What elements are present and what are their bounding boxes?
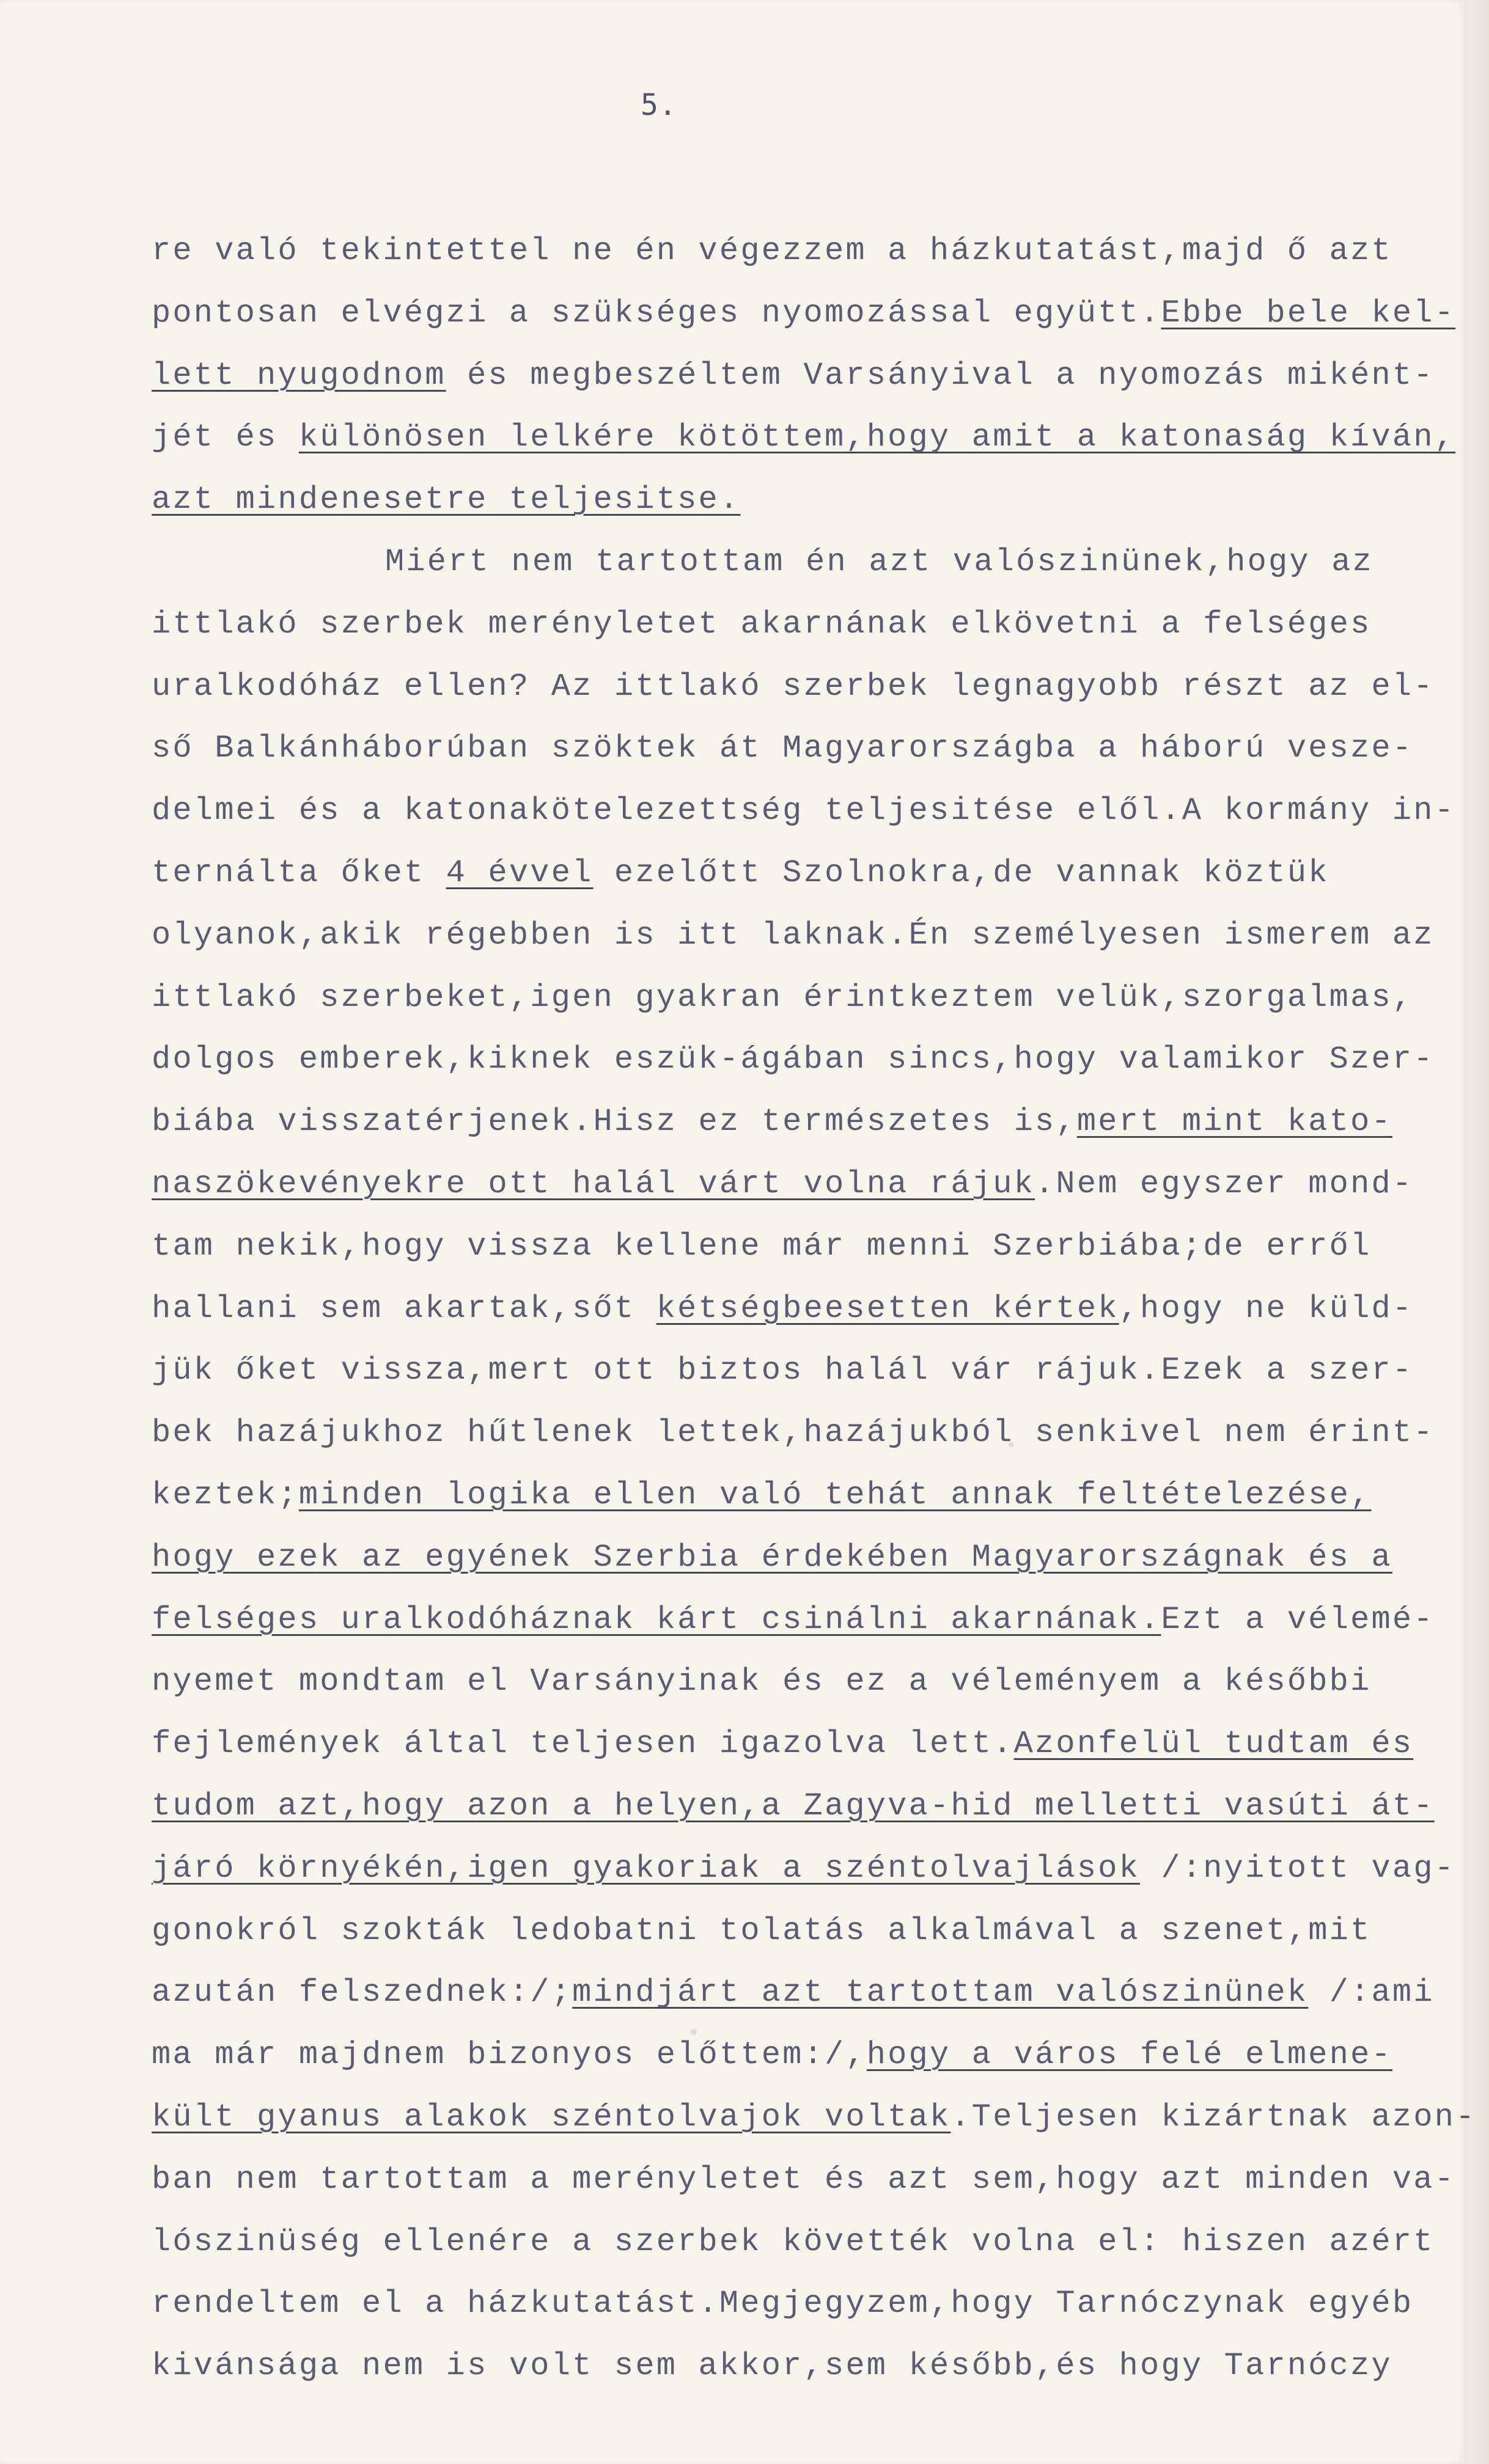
underlined-text: kült gyanus alakok széntolvajok voltak — [152, 2099, 951, 2135]
text-segment: Ezt a vélemé- — [1161, 1601, 1435, 1638]
text-segment: /:ami — [1308, 1975, 1435, 2011]
text-segment: .Nem egyszer mond- — [1035, 1165, 1414, 1202]
text-segment: uralkodóház ellen? Az ittlakó szerbek legnagyobb részt az el- — [152, 668, 1435, 705]
text-line — [152, 282, 1456, 345]
underlined-text: Ebbe bele kel- — [1161, 295, 1456, 331]
text-line — [152, 406, 1456, 469]
text-segment: Miért nem tartottam én azt valószinünek,hogy az — [385, 543, 1374, 580]
text-segment: fejlemények által teljesen igazolva lett. — [152, 1726, 1014, 1762]
text-line — [152, 780, 1456, 842]
text-segment: ma már majdnem bizonyos előttem:/, — [152, 2037, 867, 2074]
text-line — [152, 2024, 1392, 2086]
text-line — [152, 842, 1368, 904]
text-line — [152, 904, 1435, 967]
underlined-text: mindjárt azt tartottam valószinünek — [572, 1975, 1309, 2011]
text-line — [152, 220, 1392, 282]
text-line — [152, 1775, 1435, 1838]
underlined-text: járó környékén,igen gyakoriak a széntolvajlások — [152, 1850, 1141, 1887]
text-line — [152, 1340, 1414, 1402]
text-line — [152, 1278, 1414, 1340]
page-edge — [1467, 0, 1489, 2464]
text-segment: ban nem tartottam a merényletet és azt sem,hogy azt minden va- — [152, 2161, 1456, 2198]
text-segment: ittlakó szerbek merényletet akarnának elkövetni a felséges — [152, 606, 1372, 642]
text-line — [152, 469, 1368, 531]
underlined-text: Azonfelül tudtam és — [1013, 1726, 1414, 1762]
underlined-text: tudom azt,hogy azon a helyen,a Zagyva-hid melletti vasúti át- — [152, 1788, 1435, 1824]
underlined-text: kétségbeesetten kértek — [656, 1290, 1119, 1327]
text-segment: olyanok,akik régebben is itt laknak.Én személyesen ismerem az — [152, 917, 1435, 953]
text-line — [152, 1838, 1456, 1900]
underlined-text: 4 évvel — [446, 854, 594, 891]
text-segment: ternálta őket — [152, 854, 446, 891]
text-line — [152, 656, 1435, 718]
text-line — [152, 1589, 1435, 1651]
text-segment: /:nyitott vag- — [1140, 1850, 1456, 1887]
text-segment: hallani sem akartak,sőt — [152, 1290, 656, 1327]
text-segment: re való tekintettel ne én végezzem a házkutatást,majd ő azt — [152, 233, 1392, 269]
underlined-text: mert mint kato- — [1076, 1104, 1392, 1140]
text-segment: dolgos emberek,kiknek eszük-ágában sincs,hogy valamikor Szer- — [152, 1041, 1435, 1078]
underlined-text: minden logika ellen való tehát annak feltételezése, — [298, 1476, 1372, 1513]
text-line — [152, 967, 1414, 1029]
underlined-text: naszökevényekre ott halál várt volna rájuk — [152, 1165, 1035, 1202]
text-segment: kivánsága nem is volt sem akkor,sem később,és hogy Tarnóczy — [152, 2348, 1392, 2385]
text-line — [152, 2086, 1477, 2149]
text-line — [152, 1464, 1372, 1527]
text-line — [152, 1091, 1392, 1153]
text-line — [152, 2273, 1414, 2335]
text-segment: rendeltem el a házkutatást.Megjegyzem,hogy Tarnóczynak egyéb — [152, 2286, 1414, 2322]
text-segment: ,hogy ne küld- — [1119, 1290, 1414, 1327]
underlined-text: azt mindenesetre teljesitse. — [152, 482, 741, 518]
text-segment: biába visszatérjenek.Hisz ez természetes is, — [152, 1104, 1077, 1140]
underlined-text: felséges uralkodóháznak kárt csinálni akarnának. — [152, 1601, 1161, 1638]
text-segment: és megbeszéltem Varsányival a nyomozás miként- — [446, 357, 1435, 394]
text-line — [152, 1651, 1372, 1713]
text-line — [152, 717, 1414, 780]
text-line — [152, 345, 1435, 407]
page-number: 5. — [641, 88, 677, 122]
text-line — [152, 2335, 1392, 2397]
text-line — [152, 1527, 1392, 1589]
text-line — [152, 1216, 1372, 1278]
underlined-text: hogy a város felé elmene- — [866, 2037, 1392, 2074]
text-segment: ittlakó szerbeket,igen gyakran érintkeztem velük,szorgalmas, — [152, 979, 1414, 1016]
text-line — [152, 531, 1374, 593]
text-segment: bek hazájukhoz hűtlenek lettek,hazájukból senkivel nem érint- — [152, 1415, 1435, 1451]
paper-spot — [691, 2029, 697, 2035]
text-segment: tam nekik,hogy vissza kellene már menni Szerbiába;de erről — [152, 1228, 1372, 1264]
text-segment: lószinüség ellenére a szerbek követték volna el: hiszen azért — [152, 2223, 1435, 2260]
text-line — [152, 1153, 1414, 1216]
text-line — [152, 593, 1372, 656]
text-line — [152, 1900, 1372, 1962]
text-segment: ső Balkánháborúban szöktek át Magyarországba a háború vesze- — [152, 730, 1414, 767]
text-segment: jét és — [152, 419, 299, 456]
underlined-text: különösen lelkére kötöttem,hogy amit a katonaság kíván, — [298, 419, 1456, 456]
text-segment: nyemet mondtam el Varsányinak és ez a véleményem a későbbi — [152, 1663, 1372, 1700]
text-segment: azután felszednek:/; — [152, 1975, 573, 2011]
text-segment: jük őket vissza,mert ott biztos halál vár rájuk.Ezek a szer- — [152, 1352, 1414, 1389]
text-line — [152, 1713, 1414, 1775]
text-segment: .Teljesen kizártnak azon- — [950, 2099, 1477, 2135]
underlined-text: hogy ezek az egyének Szerbia érdekében Magyarországnak és a — [152, 1539, 1392, 1575]
text-segment: delmei és a katonakötelezettség teljesitése elől.A kormány in- — [152, 793, 1456, 829]
text-line — [152, 1402, 1435, 1464]
text-line — [152, 2149, 1456, 2211]
text-segment: gonokról szokták ledobatni tolatás alkalmával a szenet,mit — [152, 1912, 1372, 1949]
typewritten-text — [152, 220, 1477, 2397]
text-segment: pontosan elvégzi a szükséges nyomozással együtt. — [152, 295, 1161, 331]
text-segment: ezelőtt Szolnokra,de vannak köztük — [593, 854, 1329, 891]
text-segment: keztek; — [152, 1476, 299, 1513]
text-line — [152, 2211, 1435, 2273]
paper-spot — [1009, 1442, 1013, 1447]
text-line — [152, 1962, 1435, 2024]
text-line — [152, 1028, 1435, 1091]
underlined-text: lett nyugodnom — [152, 357, 446, 394]
